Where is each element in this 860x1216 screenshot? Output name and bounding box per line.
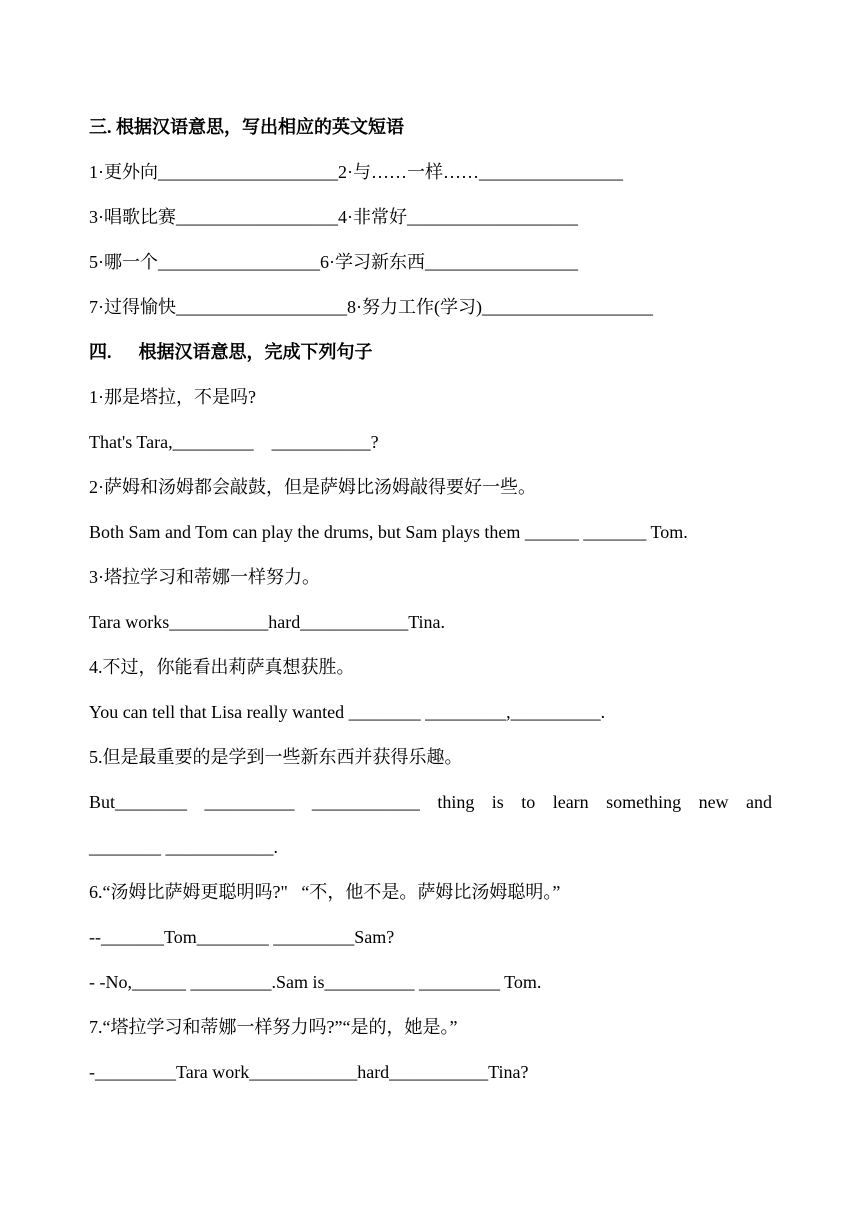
question-7-english-question: -_________Tara work____________hard___________Tina? xyxy=(89,1062,529,1082)
question-1-chinese: 1·那是塔拉，不是吗? xyxy=(89,387,256,407)
question-7-chinese: 7.“塔拉学习和蒂娜一样努力吗?”“是的，她是。” xyxy=(89,1017,458,1037)
question-4-english: You can tell that Lisa really wanted ________ _________,__________. xyxy=(89,702,606,722)
question-6-chinese: 6.“汤姆比萨姆更聪明吗?" “不，他不是。萨姆比汤姆聪明。” xyxy=(89,882,561,902)
question-6-english-question: --_______Tom________ _________Sam? xyxy=(89,927,395,947)
question-5-chinese: 5.但是最重要的是学到一些新东西并获得乐趣。 xyxy=(89,747,463,767)
question-2-english: Both Sam and Tom can play the drums, but Sam plays them ______ _______ Tom. xyxy=(89,522,688,542)
question-5-english-line-2: ________ ____________. xyxy=(89,837,278,857)
phrase-row-4: 7·过得愉快___________________8·努力工作(学习)___________________ xyxy=(89,297,653,317)
question-2-chinese: 2·萨姆和汤姆都会敲鼓，但是萨姆比汤姆敲得要好一些。 xyxy=(89,477,536,497)
question-3-chinese: 3·塔拉学习和蒂娜一样努力。 xyxy=(89,567,320,587)
question-3-english: Tara works___________hard____________Tina. xyxy=(89,612,446,632)
question-1-english: That's Tara,_________ ___________? xyxy=(89,432,379,452)
section-3-heading: 三. 根据汉语意思，写出相应的英文短语 xyxy=(89,117,404,137)
phrase-row-2: 3·唱歌比赛__________________4·非常好___________________ xyxy=(89,207,578,227)
question-6-english-answer: - -No,______ _________.Sam is__________ _________ Tom. xyxy=(89,972,542,992)
phrase-row-3: 5·哪一个__________________6·学习新东西_________________ xyxy=(89,252,578,272)
question-4-chinese: 4.不过，你能看出莉萨真想获胜。 xyxy=(89,657,355,677)
section-4-heading: 四. 根据汉语意思，完成下列句子 xyxy=(89,342,373,362)
phrase-row-1: 1·更外向____________________2·与……一样……________________ xyxy=(89,162,623,182)
question-5-english-line-1: But________ __________ ____________ thing is to learn something new and xyxy=(89,792,772,812)
